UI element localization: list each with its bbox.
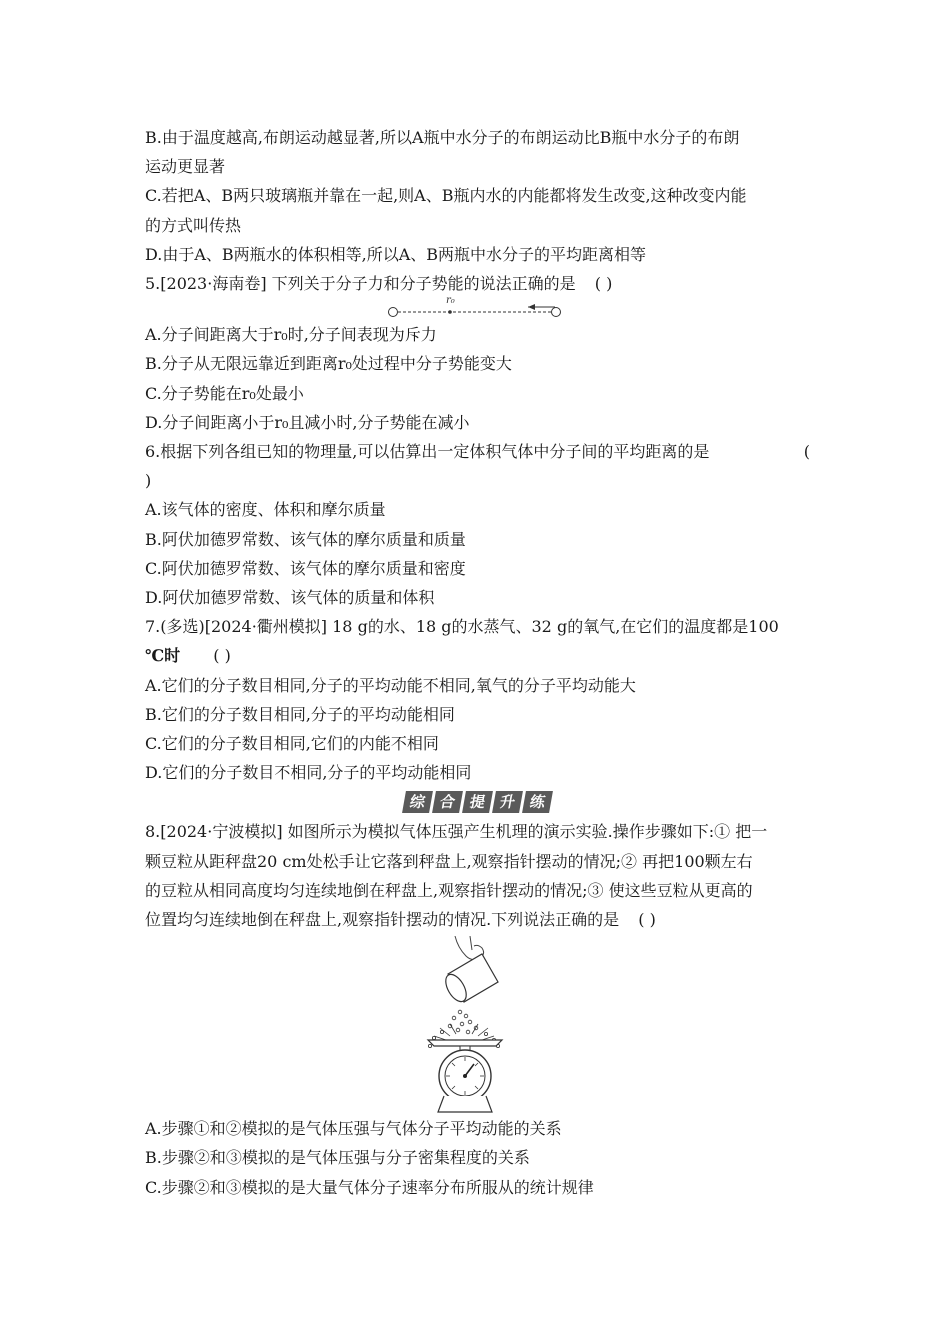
q8-answer-paren: ( ) bbox=[638, 910, 656, 930]
q5-option-a: A.分子间距离大于r₀时,分子间表现为斥力 bbox=[145, 325, 437, 345]
q5-answer-paren: ( ) bbox=[594, 274, 613, 294]
q7-option-a: A.它们的分子数目相同,分子的平均动能不相同,氧气的分子平均动能大 bbox=[145, 675, 636, 695]
molecule-distance-figure bbox=[385, 292, 565, 320]
q7-option-c: C.它们的分子数目相同,它们的内能不相同 bbox=[145, 734, 439, 754]
q4-option-b: B.由于温度越高,布朗运动越显著,所以A瓶中水分子的布朗运动比B瓶中水分子的布朗 bbox=[145, 128, 740, 147]
q8-option-c: C.步骤②和③模拟的是大量气体分子速率分布所服从的统计规律 bbox=[145, 1177, 594, 1197]
q4-option-d: D.由于A、B两瓶水的体积相等,所以A、B两瓶中水分子的平均距离相等 bbox=[145, 244, 647, 264]
scale-base bbox=[438, 1096, 492, 1112]
question-page bbox=[145, 123, 810, 1202]
wrist-line bbox=[470, 936, 472, 950]
q6-stem bbox=[145, 437, 810, 466]
q5-option-c: C.分子势能在r₀处最小 bbox=[145, 383, 304, 403]
q6-option-a: A.该气体的密度、体积和摩尔质量 bbox=[145, 500, 386, 520]
q4-option-b-cont: 运动更显著 bbox=[145, 157, 226, 177]
q5-stem-text: 5.[2023·海南卷] 下列关于分子力和分子势能的说法正确的是 bbox=[145, 274, 576, 294]
q6-option-c: C.阿伏加德罗常数、该气体的摩尔质量和密度 bbox=[145, 558, 466, 578]
pointer-pivot bbox=[463, 1074, 467, 1078]
q6-paren-open: ( bbox=[803, 442, 810, 462]
scale-pan bbox=[428, 1040, 502, 1046]
q7-option-d: D.它们的分子数目不相同,分子的平均动能相同 bbox=[145, 763, 472, 783]
q7-stem: 7.(多选)[2024·衢州模拟] 18 g的水、18 g的水蒸气、32 g的氧气,在它们的温度都是100 bbox=[145, 617, 779, 637]
q8-line-4 bbox=[145, 905, 810, 934]
q7-option-b: B.它们的分子数目相同,分子的平均动能相同 bbox=[145, 704, 455, 724]
banner-char: 提 bbox=[462, 791, 493, 813]
q8-line-2: 颗豆粒从距秤盘20 cm处松手让它落到秤盘上,观察指针摆动的情况;② 再把100颗左右 bbox=[145, 851, 753, 871]
q5-molecule-diagram bbox=[145, 295, 810, 320]
q8-line-3: 的豆粒从相同高度均匀连续地倒在秤盘上,观察指针摆动的情况;③ 使这些豆粒从更高的 bbox=[145, 880, 753, 900]
q5-option-d: D.分子间距离小于r₀且减小时,分子势能在减小 bbox=[145, 412, 470, 432]
q4-option-c: C.若把A、B两只玻璃瓶并靠在一起,则A、B瓶内水的内能都将发生改变,这种改变内能 bbox=[145, 186, 747, 206]
molecule-left bbox=[389, 308, 398, 317]
q8-line-4-text: 位置均匀连续地倒在秤盘上,观察指针摆动的情况.下列说法正确的是 bbox=[145, 910, 620, 930]
q6-option-b: B.阿伏加德罗常数、该气体的摩尔质量和质量 bbox=[145, 529, 466, 549]
banner-char: 合 bbox=[432, 791, 463, 813]
section-banner bbox=[145, 787, 810, 817]
molecule-right bbox=[552, 308, 561, 317]
q4-option-c-cont: 的方式叫传热 bbox=[145, 215, 242, 235]
banner-char: 综 bbox=[402, 791, 433, 813]
q7-stem-cont bbox=[145, 641, 810, 670]
q8-line-1: 8.[2024·宁波模拟] 如图所示为模拟气体压强产生机理的演示实验.操作步骤如下:① 把一 bbox=[145, 822, 768, 842]
banner-char: 练 bbox=[522, 791, 553, 813]
bean-scale-illustration bbox=[420, 936, 520, 1114]
q6-paren-close: ) bbox=[145, 471, 152, 491]
q8-option-a: A.步骤①和②模拟的是气体压强与气体分子平均动能的关系 bbox=[145, 1119, 562, 1139]
r0-label: r₀ bbox=[446, 295, 455, 307]
q7-answer-paren: ( ) bbox=[213, 646, 231, 666]
section-banner-chars bbox=[404, 791, 551, 813]
r0-point bbox=[448, 310, 452, 314]
banner-char: 升 bbox=[492, 791, 523, 813]
q7-stem-cont-text: ℃时 bbox=[145, 646, 181, 666]
arrow-left-icon bbox=[528, 304, 535, 310]
q8-scale-figure bbox=[145, 934, 810, 1114]
q8-option-b: B.步骤②和③模拟的是气体压强与分子密集程度的关系 bbox=[145, 1148, 530, 1168]
q6-option-d: D.阿伏加德罗常数、该气体的质量和体积 bbox=[145, 588, 435, 608]
q5-option-b: B.分子从无限远靠近到距离r₀处过程中分子势能变大 bbox=[145, 354, 512, 374]
q6-stem-text: 6.根据下列各组已知的物理量,可以估算出一定体积气体中分子间的平均距离的是 bbox=[145, 442, 710, 462]
